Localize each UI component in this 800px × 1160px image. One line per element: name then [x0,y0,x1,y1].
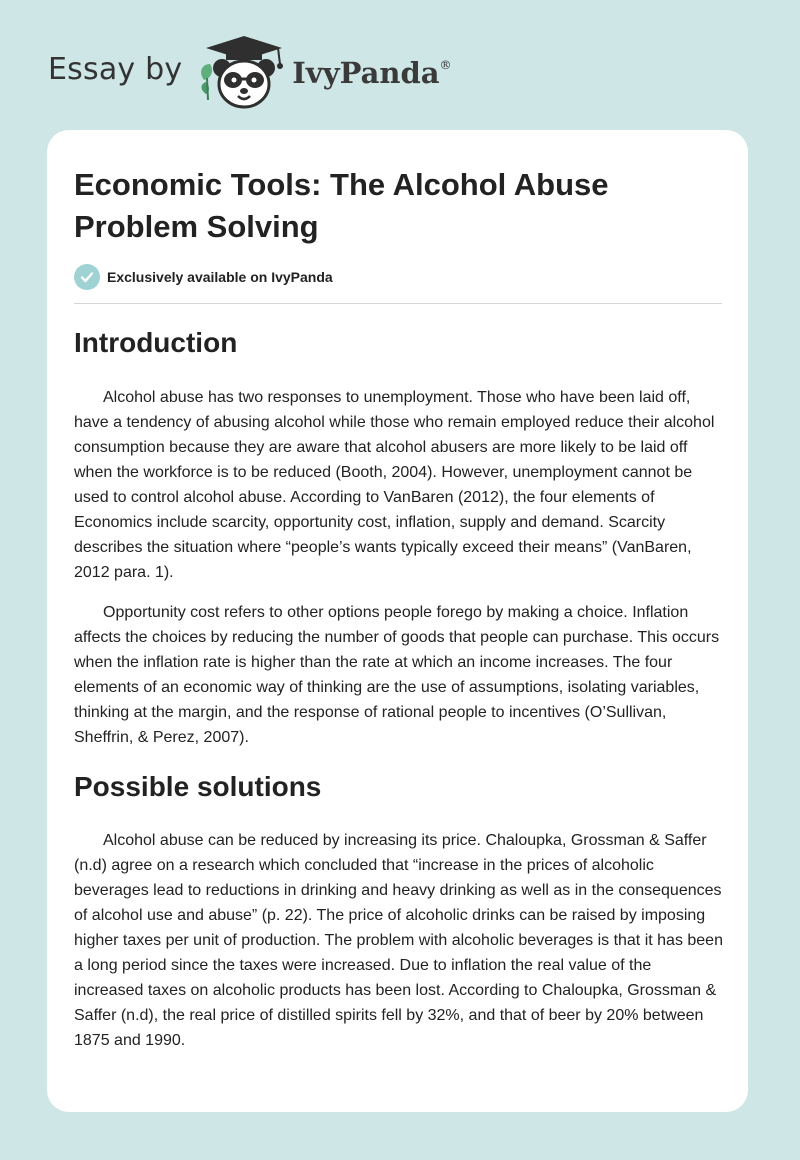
brand-name[interactable]: IvyPanda® [292,56,452,90]
essay-card [47,130,748,1112]
panda-logo-icon[interactable] [196,34,288,110]
section-heading-possible-solutions: Possible solutions [74,771,322,802]
paragraph: Alcohol abuse can be reduced by increasing its price. Chaloupka, Grossman & Saffer (n.d) agree on a research which concluded that “increase in the prices of alcoholic beverages lead to reductions in drinking and heavy drinking as well as in the consequences of alcohol use and abuse” (p. 22). The price of alcoholic drinks can be raised by imposing higher taxes per unit of production. The problem with alcoholic beverages is that it has been a long period since the taxes were increased. Due to inflation the real value of the increased taxes on alcoholic products has been lost. According to Chaloupka, Grossman & Saffer (n.d), the real price of distilled spirits fell by 32%, and that of beer by 20% between 1875 and 1990. [74,832,723,1049]
checkmark-icon [74,264,100,290]
divider [74,303,722,304]
essay-by-label: Essay by [48,51,183,87]
exclusive-badge-label: Exclusively available on IvyPanda [107,269,333,285]
registered-mark: ® [439,58,452,72]
page-title: Economic Tools: The Alcohol Abuse Problem Solving [74,167,609,244]
exclusive-badge [74,264,333,290]
paragraph: Alcohol abuse has two responses to unemployment. Those who have been laid off, have a tendency of abusing alcohol while those who remain employed reduce their alcohol consumption because they are aware that alcohol abusers are more likely to be laid off when the workforce is to be reduced (Booth, 2004). However, unemployment cannot be used to control alcohol abuse. According to VanBaren (2012), the four elements of Economics include scarcity, opportunity cost, inflation, supply and demand. Scarcity describes the situation where “people’s wants typically exceed their means” (VanBaren, 2012 para. 1). [74,389,715,581]
section-heading-introduction: Introduction [74,327,238,358]
paragraph: Opportunity cost refers to other options people forego by making a choice. Inflation affects the choices by reducing the number of goods that people can purchase. This occurs when the inflation rate is higher than the rate at which an income increases. The four elements of an economic way of thinking are the use of assumptions, isolating variables, thinking at the margin, and the response of rational people to incentives (O’Sullivan, Sheffrin, & Perez, 2007). [74,604,720,746]
site-header [48,34,452,110]
